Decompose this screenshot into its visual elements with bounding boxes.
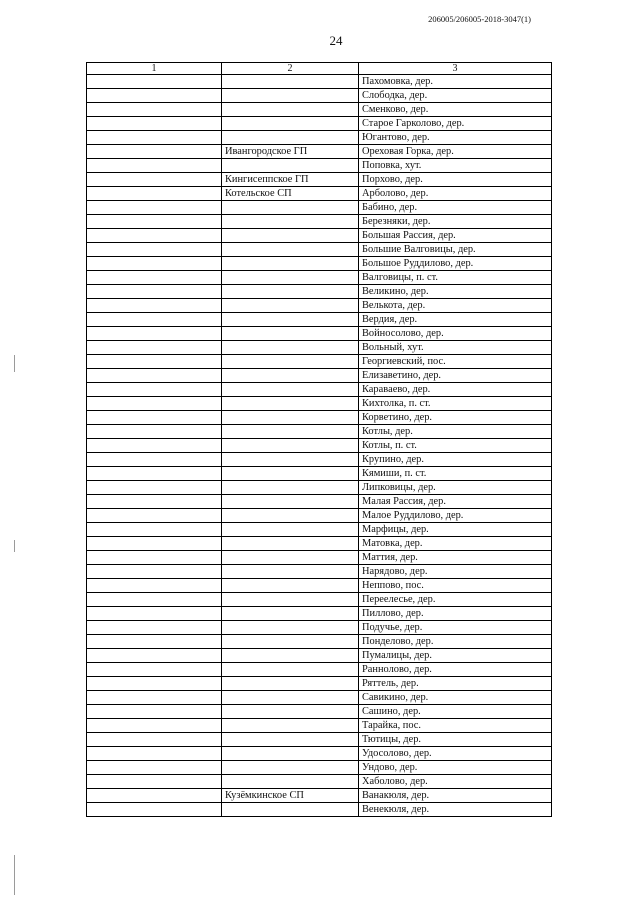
cell-municipality: [222, 733, 359, 747]
cell-settlement: Удосолово, дер.: [359, 747, 552, 761]
cell-settlement: Кямиши, п. ст.: [359, 467, 552, 481]
cell-number: [87, 341, 222, 355]
cell-number: [87, 173, 222, 187]
table-row: [87, 369, 552, 383]
cell-municipality: [222, 369, 359, 383]
cell-number: [87, 551, 222, 565]
table-row: [87, 565, 552, 579]
cell-municipality: [222, 481, 359, 495]
cell-number: [87, 761, 222, 775]
cell-municipality: [222, 425, 359, 439]
cell-number: [87, 75, 222, 89]
cell-municipality: [222, 327, 359, 341]
cell-municipality: [222, 677, 359, 691]
column-header: 2: [222, 63, 359, 75]
table-row: [87, 775, 552, 789]
cell-number: [87, 145, 222, 159]
table-row: [87, 537, 552, 551]
cell-number: [87, 299, 222, 313]
column-header: 3: [359, 63, 552, 75]
table-row: [87, 229, 552, 243]
cell-settlement: Вердия, дер.: [359, 313, 552, 327]
cell-number: [87, 537, 222, 551]
cell-number: [87, 397, 222, 411]
cell-settlement: Липковицы, дер.: [359, 481, 552, 495]
cell-settlement: Порхово, дер.: [359, 173, 552, 187]
cell-number: [87, 285, 222, 299]
cell-municipality: Кузёмкинское СП: [222, 789, 359, 803]
table-row: [87, 733, 552, 747]
cell-settlement: Югантово, дер.: [359, 131, 552, 145]
cell-municipality: [222, 579, 359, 593]
cell-number: [87, 411, 222, 425]
cell-municipality: [222, 705, 359, 719]
cell-number: [87, 663, 222, 677]
cell-number: [87, 439, 222, 453]
table-row: [87, 187, 552, 201]
cell-settlement: Елизаветино, дер.: [359, 369, 552, 383]
table-row: [87, 761, 552, 775]
cell-settlement: Маттия, дер.: [359, 551, 552, 565]
table-row: [87, 271, 552, 285]
cell-settlement: Корветино, дер.: [359, 411, 552, 425]
cell-settlement: Котлы, дер.: [359, 425, 552, 439]
cell-settlement: Сашино, дер.: [359, 705, 552, 719]
table-row: [87, 467, 552, 481]
cell-settlement: Ванакюля, дер.: [359, 789, 552, 803]
cell-municipality: Котельское СП: [222, 187, 359, 201]
cell-settlement: Котлы, п. ст.: [359, 439, 552, 453]
cell-number: [87, 159, 222, 173]
table-row: [87, 677, 552, 691]
page-number: 24: [329, 33, 343, 48]
cell-settlement: Старое Гарколово, дер.: [359, 117, 552, 131]
table-row: [87, 383, 552, 397]
cell-municipality: [222, 397, 359, 411]
cell-municipality: [222, 635, 359, 649]
cell-municipality: [222, 607, 359, 621]
cell-municipality: [222, 691, 359, 705]
table-row: [87, 803, 552, 817]
cell-number: [87, 467, 222, 481]
table-row: [87, 397, 552, 411]
cell-municipality: [222, 411, 359, 425]
table-row: [87, 257, 552, 271]
cell-settlement: Марфицы, дер.: [359, 523, 552, 537]
cell-settlement: Валговицы, п. ст.: [359, 271, 552, 285]
scan-artifact: [14, 540, 15, 552]
table-row: [87, 607, 552, 621]
cell-settlement: Пумалицы, дер.: [359, 649, 552, 663]
cell-number: [87, 355, 222, 369]
cell-number: [87, 509, 222, 523]
cell-municipality: [222, 89, 359, 103]
cell-municipality: [222, 271, 359, 285]
cell-number: [87, 215, 222, 229]
cell-settlement: Сменково, дер.: [359, 103, 552, 117]
cell-municipality: [222, 649, 359, 663]
cell-settlement: Березняки, дер.: [359, 215, 552, 229]
cell-municipality: [222, 103, 359, 117]
cell-municipality: [222, 117, 359, 131]
table-row: [87, 481, 552, 495]
cell-municipality: [222, 621, 359, 635]
table-row: [87, 313, 552, 327]
cell-municipality: [222, 775, 359, 789]
cell-settlement: Неппово, пос.: [359, 579, 552, 593]
table-row: [87, 691, 552, 705]
cell-municipality: [222, 663, 359, 677]
cell-settlement: Поповка, хут.: [359, 159, 552, 173]
cell-municipality: [222, 243, 359, 257]
cell-municipality: [222, 383, 359, 397]
cell-municipality: [222, 551, 359, 565]
cell-municipality: [222, 215, 359, 229]
cell-settlement: Вольный, хут.: [359, 341, 552, 355]
cell-settlement: Малая Рассия, дер.: [359, 495, 552, 509]
cell-settlement: Нарядово, дер.: [359, 565, 552, 579]
cell-number: [87, 103, 222, 117]
cell-municipality: [222, 719, 359, 733]
cell-municipality: [222, 299, 359, 313]
cell-settlement: Георгиевский, пос.: [359, 355, 552, 369]
cell-municipality: [222, 747, 359, 761]
cell-settlement: Ундово, дер.: [359, 761, 552, 775]
table-row: [87, 495, 552, 509]
table-row: [87, 89, 552, 103]
table-row: [87, 285, 552, 299]
cell-municipality: Ивангородское ГП: [222, 145, 359, 159]
cell-settlement: Раннолово, дер.: [359, 663, 552, 677]
cell-settlement: Большая Рассия, дер.: [359, 229, 552, 243]
cell-number: [87, 495, 222, 509]
cell-municipality: [222, 313, 359, 327]
document-id: 206005/206005-2018-3047(1): [428, 14, 531, 24]
table-row: [87, 299, 552, 313]
cell-municipality: [222, 565, 359, 579]
table-row: [87, 75, 552, 89]
cell-settlement: Понделово, дер.: [359, 635, 552, 649]
cell-settlement: Крупино, дер.: [359, 453, 552, 467]
cell-municipality: [222, 453, 359, 467]
table-row: [87, 173, 552, 187]
cell-settlement: Арболово, дер.: [359, 187, 552, 201]
table-row: [87, 747, 552, 761]
table-row: [87, 719, 552, 733]
cell-number: [87, 243, 222, 257]
table-row: [87, 649, 552, 663]
table-row: [87, 355, 552, 369]
cell-municipality: [222, 761, 359, 775]
table-row: [87, 453, 552, 467]
cell-municipality: [222, 467, 359, 481]
table-row: [87, 131, 552, 145]
cell-settlement: Велькота, дер.: [359, 299, 552, 313]
table-row: [87, 523, 552, 537]
table-row: [87, 663, 552, 677]
cell-settlement: Матовка, дер.: [359, 537, 552, 551]
cell-settlement: Тютицы, дер.: [359, 733, 552, 747]
scan-artifact: [14, 855, 15, 895]
cell-number: [87, 747, 222, 761]
cell-number: [87, 271, 222, 285]
cell-number: [87, 803, 222, 817]
cell-settlement: Каравaево, дер.: [359, 383, 552, 397]
cell-municipality: [222, 593, 359, 607]
cell-number: [87, 621, 222, 635]
cell-number: [87, 523, 222, 537]
table-row: [87, 145, 552, 159]
cell-municipality: [222, 341, 359, 355]
cell-number: [87, 677, 222, 691]
cell-municipality: [222, 803, 359, 817]
table-row: [87, 509, 552, 523]
table-row: [87, 621, 552, 635]
cell-settlement: Савикино, дер.: [359, 691, 552, 705]
cell-number: [87, 579, 222, 593]
table-row: [87, 551, 552, 565]
cell-number: [87, 789, 222, 803]
cell-number: [87, 425, 222, 439]
cell-settlement: Бабино, дер.: [359, 201, 552, 215]
cell-settlement: Хаболово, дер.: [359, 775, 552, 789]
cell-municipality: [222, 257, 359, 271]
cell-number: [87, 719, 222, 733]
cell-municipality: [222, 75, 359, 89]
cell-municipality: [222, 495, 359, 509]
table-row: [87, 579, 552, 593]
cell-settlement: Ореховая Горка, дер.: [359, 145, 552, 159]
cell-number: [87, 705, 222, 719]
table-row: [87, 215, 552, 229]
cell-municipality: [222, 159, 359, 173]
cell-municipality: [222, 537, 359, 551]
cell-municipality: [222, 439, 359, 453]
cell-settlement: Большое Руддилово, дер.: [359, 257, 552, 271]
cell-settlement: Пахомовка, дер.: [359, 75, 552, 89]
cell-municipality: [222, 229, 359, 243]
cell-settlement: Большие Валговицы, дер.: [359, 243, 552, 257]
cell-number: [87, 117, 222, 131]
table-row: [87, 327, 552, 341]
cell-municipality: [222, 509, 359, 523]
cell-municipality: Кингисеппское ГП: [222, 173, 359, 187]
cell-settlement: Слободка, дер.: [359, 89, 552, 103]
cell-settlement: Великино, дер.: [359, 285, 552, 299]
cell-number: [87, 313, 222, 327]
cell-number: [87, 691, 222, 705]
cell-number: [87, 201, 222, 215]
cell-municipality: [222, 523, 359, 537]
cell-number: [87, 383, 222, 397]
cell-number: [87, 369, 222, 383]
table-row: [87, 439, 552, 453]
cell-settlement: Венекюля, дер.: [359, 803, 552, 817]
table-row: [87, 425, 552, 439]
cell-number: [87, 229, 222, 243]
cell-number: [87, 481, 222, 495]
cell-number: [87, 327, 222, 341]
cell-municipality: [222, 285, 359, 299]
table-row: [87, 789, 552, 803]
cell-number: [87, 257, 222, 271]
scan-artifact: [14, 355, 15, 372]
cell-settlement: Переелесье, дер.: [359, 593, 552, 607]
table-row: [87, 243, 552, 257]
cell-number: [87, 131, 222, 145]
cell-number: [87, 187, 222, 201]
table-row: [87, 593, 552, 607]
table-row: [87, 103, 552, 117]
cell-settlement: Кихтолка, п. ст.: [359, 397, 552, 411]
cell-number: [87, 649, 222, 663]
cell-settlement: Малое Руддилово, дер.: [359, 509, 552, 523]
cell-municipality: [222, 201, 359, 215]
cell-number: [87, 635, 222, 649]
cell-settlement: Пиллово, дер.: [359, 607, 552, 621]
cell-number: [87, 775, 222, 789]
table-row: [87, 705, 552, 719]
cell-number: [87, 733, 222, 747]
table-row: [87, 159, 552, 173]
table-header-row: [87, 63, 552, 75]
cell-number: [87, 593, 222, 607]
table-row: [87, 635, 552, 649]
column-header: 1: [87, 63, 222, 75]
cell-number: [87, 565, 222, 579]
cell-number: [87, 89, 222, 103]
table-row: [87, 341, 552, 355]
cell-municipality: [222, 131, 359, 145]
table-row: [87, 117, 552, 131]
cell-number: [87, 607, 222, 621]
cell-settlement: Подучье, дер.: [359, 621, 552, 635]
cell-number: [87, 453, 222, 467]
settlements-table: [86, 62, 552, 817]
table-row: [87, 411, 552, 425]
cell-municipality: [222, 355, 359, 369]
cell-settlement: Ряттель, дер.: [359, 677, 552, 691]
cell-settlement: Войносолово, дер.: [359, 327, 552, 341]
cell-settlement: Тарайка, пос.: [359, 719, 552, 733]
table-row: [87, 201, 552, 215]
